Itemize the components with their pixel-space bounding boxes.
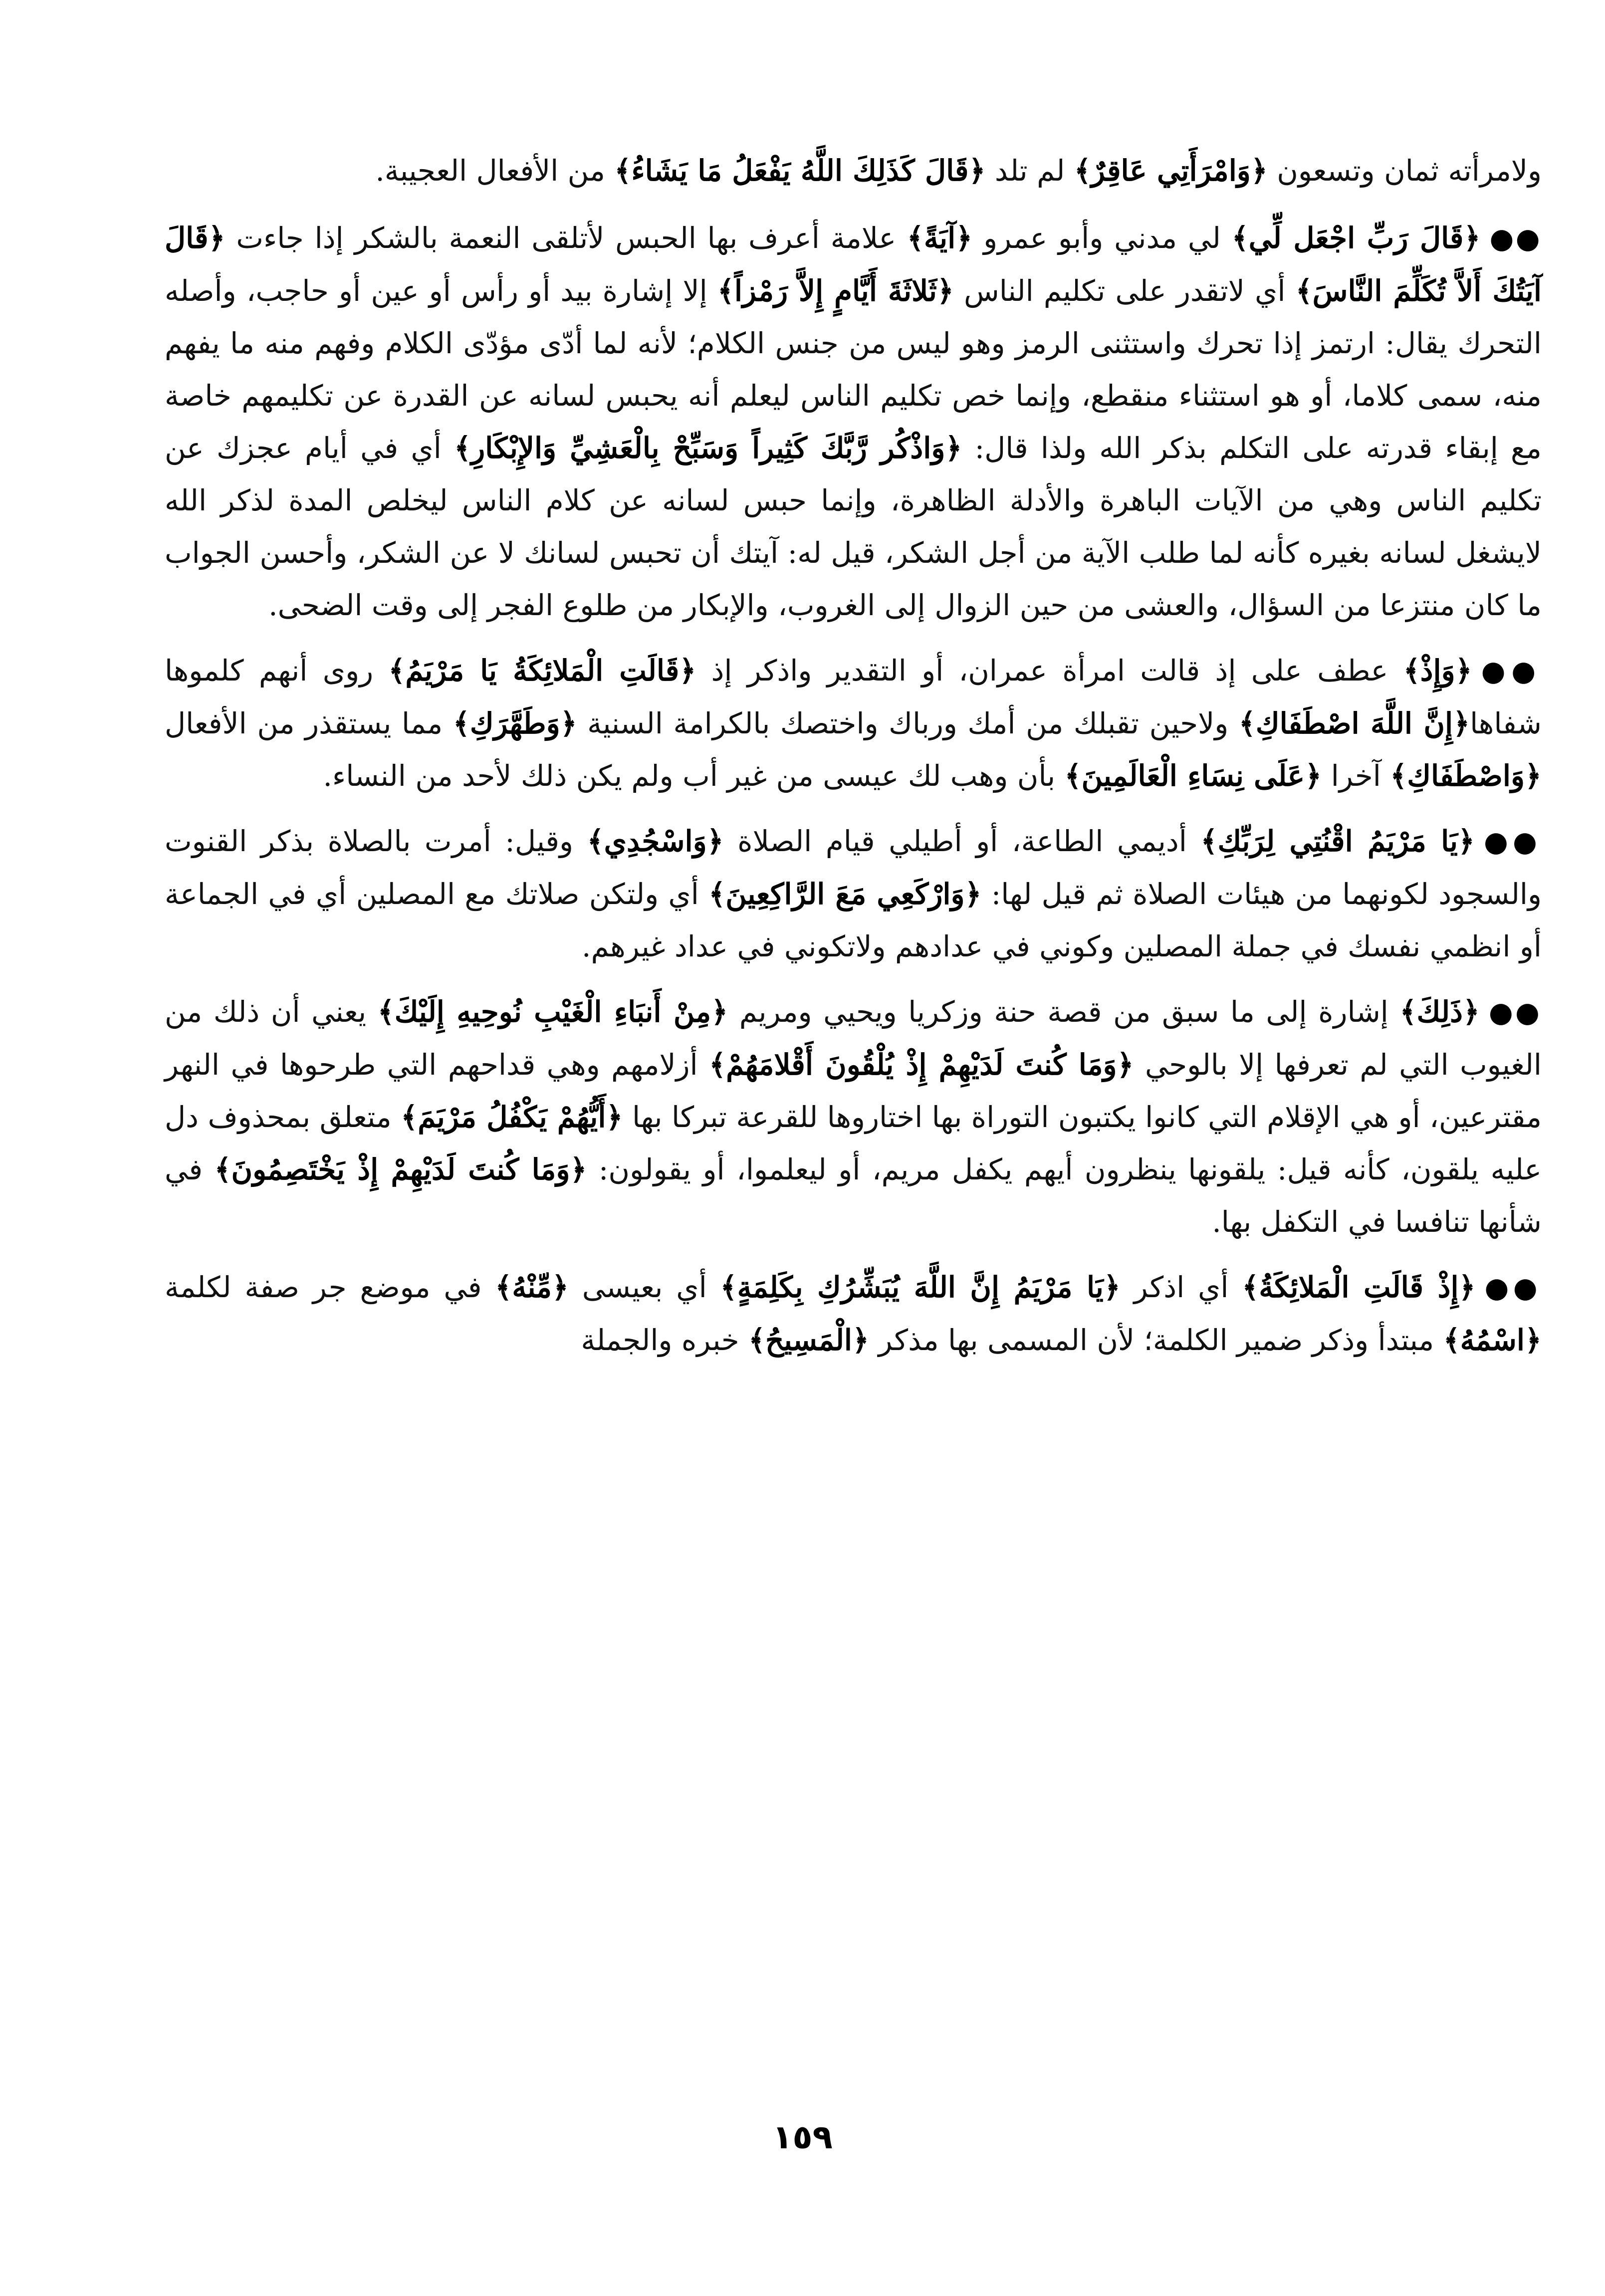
quran-quote: ﴿مِّنْهُ﴾ [495,1270,569,1304]
page-number: ١٥٩ [772,2118,833,2156]
paragraph-1-segment: من الأفعال العجيبة. [375,154,615,188]
paragraph-5-segment: إشارة إلى ما سبق من قصة حنة وزكريا ويحيي ومريم [728,995,1400,1029]
paragraph-6-segment: خبره والجملة [581,1323,749,1357]
quran-quote: ﴿وَاذْكُر رَّبَّكَ كَثِيراً وَسَبِّحْ بِالْعَشِيِّ وَالإِبْكَارِ﴾ [454,431,962,465]
paragraph-3-segment: ولاحين تقبلك من أمك ورباك واختصك بالكرامة السنية [577,706,1239,740]
tafsir-text-body [165,145,1542,1379]
quran-quote: ﴿وَارْكَعِي مَعَ الرَّاكِعِينَ﴾ [708,877,982,911]
paragraph-1-segment: ولامرأته ثمان وتسعون [1267,154,1542,188]
quran-quote: ﴿يَا مَرْيَمُ إِنَّ اللَّهَ يُبَشِّرُكِ بِكَلِمَةٍ﴾ [720,1270,1121,1304]
quran-quote: ﴿وَاسْجُدِي﴾ [587,824,724,858]
quran-quote: ﴿مِنْ أَنبَاءِ الْغَيْبِ نُوحِيهِ إِلَيْكَ﴾ [377,995,728,1029]
quran-quote: ﴿يَا مَرْيَمُ اقْنُتِي لِرَبِّكِ﴾ [1200,824,1475,858]
paragraph-3-segment: مما يستقذر من الأفعال [165,706,453,740]
paragraph-5 [165,986,1542,1248]
quran-quote: ﴿قَالَ كَذَلِكَ اللَّهُ يَفْعَلُ مَا يَشَاءُ﴾ [614,154,986,188]
quran-quote: ﴿إِنَّ اللَّهَ اصْطَفَاكِ﴾ [1238,706,1470,740]
quran-quote: ﴿وَطَهَّرَكِ﴾ [453,706,577,740]
paragraph-bullet-icon: ●● [1488,996,1542,1029]
paragraph-5-segment: متعلق بمحذوف دل عليه يلقون، كأنه قيل: يلقونها ينظرون أيهم يكفل مريم، أو ليعلموا، أو يقولون: [165,1100,1542,1186]
paragraph-3-segment: روى أنهم كلموها شفاها [165,654,1542,740]
paragraph-4-segment: وقيل: أمرت بالصلاة بذكر القنوت والسجود لكونهما من هيئات الصلاة ثم قيل لها: [165,824,1542,911]
quran-quote: ﴿قَالَ رَبِّ اجْعَل لِّي﴾ [1231,221,1481,255]
paragraph-6-segment: أي بعيسى [568,1270,720,1304]
paragraph-3-segment: آخرا [1322,759,1390,793]
paragraph-5-segment: في شأنها تنافسا في التكفل بها. [165,1152,1542,1239]
quran-quote: ﴿وَمَا كُنتَ لَدَيْهِمْ إِذْ يَخْتَصِمُونَ﴾ [214,1152,587,1186]
quran-quote: ﴿وَامْرَأَتِي عَاقِرٌ﴾ [1074,154,1268,188]
paragraph-3-segment: بأن وهب لك عيسى من غير أب ولم يكن ذلك لأحد من النساء. [323,759,1065,793]
paragraph-3-segment: عطف على إذ قالت امرأة عمران، أو التقدير واذكر إذ [696,654,1403,688]
paragraph-6 [165,1261,1542,1367]
paragraph-2-segment: لي مدني وأبو عمرو [972,221,1232,255]
quran-quote: ﴿الْمَسِيحُ﴾ [748,1323,870,1357]
paragraph-bullet-icon: ●● [1481,655,1542,688]
paragraph-1 [165,145,1542,197]
quran-quote: ﴿اسْمُهُ﴾ [1443,1323,1542,1357]
paragraph-4-segment: أي ولتكن صلاتك مع المصلين أي في الجماعة أو انظمي نفسك في جملة المصلين وكوني في عدادهم ولاتكوني في عداد غيرهم. [165,877,1542,963]
quran-quote: ﴿قَالَتِ الْمَلائِكَةُ يَا مَرْيَمُ﴾ [388,654,696,688]
paragraph-2-segment: أي في أيام عجزك عن تكليم الناس وهي من الآيات الباهرة والأدلة الظاهرة، وإنما حبس لسانه عن كلام الناس ليخلص المدة لذكر الله لايشغل لسانه بغيره كأنه لما طلب الآية من أجل الشكر، قيل له: آيتك أن تحبس لسانك لا عن الشكر، وأحسن الجواب ما كان منتزعا من السؤال، والعشى من حين الزوال إلى الغروب، والإبكار من طلوع الفجر إلى وقت الضحى. [165,431,1542,622]
paragraph-2-segment: أي لاتقدر على تكليم الناس [953,274,1296,308]
paragraph-4-segment: أديمي الطاعة، أو أطيلي قيام الصلاة [723,824,1201,858]
paragraph-2 [165,212,1542,632]
paragraph-6-segment: مبتدأ وذكر ضمير الكلمة؛ لأن المسمى بها مذكر [869,1323,1443,1357]
paragraph-4 [165,815,1542,973]
quran-quote: ﴿ذَلِكَ﴾ [1399,995,1480,1029]
paragraph-2-segment: علامة أعرف بها الحبس لأتلقى النعمة بالشكر إذا جاءت [225,221,907,255]
paragraph-6-segment: في موضع جر صفة لكلمة [165,1270,495,1304]
quran-quote: ﴿وَمَا كُنتَ لَدَيْهِمْ إِذْ يُلْقُونَ أَقْلامَهُمْ﴾ [709,1048,1134,1082]
paragraph-bullet-icon: ●● [1484,1271,1542,1304]
paragraph-2-segment: إلا إشارة بيد أو رأس أو عين أو حاجب، وأصله التحرك يقال: ارتمز إذا تحرك واستثنى الرمز وهو ليس من جنس الكلام؛ لأنه لما أدّى مؤدّى الكلام وفهم منه ما يفهم منه، سمى كلاما، أو هو استثناء منقطع، وإنما خص تكليم الناس ليعلم أنه يحبس لسانه عن القدرة عن تكليمهم خاصة مع إبقاء قدرته على التكلم بذكر الله ولذا قال: [165,274,1542,465]
quran-quote: ﴿أَيُّهُمْ يَكْفُلُ مَرْيَمَ﴾ [401,1100,623,1134]
paragraph-bullet-icon: ●● [1483,825,1542,858]
paragraph-5-segment: أزلامهم وهي قداحهم التي طرحوها في النهر مقترعين، أو هي الإقلام التي كانوا يكتبون التوراة بها اختاروها للقرعة تبركا بها [165,1048,1542,1134]
quran-quote: ﴿عَلَى نِسَاءِ الْعَالَمِينَ﴾ [1064,759,1322,793]
paragraph-6-segment: أي اذكر [1120,1270,1242,1304]
paragraph-bullet-icon: ●● [1489,222,1542,255]
paragraph-3 [165,645,1542,802]
quran-quote: ﴿إِذْ قَالَتِ الْمَلائِكَةُ﴾ [1242,1270,1476,1304]
quran-quote: ﴿وَاصْطَفَاكِ﴾ [1390,759,1542,793]
quran-quote: ﴿ثَلاثَةَ أَيَّامٍ إِلاَّ رَمْزاً﴾ [717,274,954,308]
quran-quote: ﴿آيَةً﴾ [907,221,973,255]
quran-quote: ﴿قَالَ آيَتُكَ أَلاَّ تُكَلِّمَ النَّاسَ﴾ [165,221,1542,308]
paragraph-5-segment: يعني أن ذلك من الغيوب التي لم تعرفها إلا بالوحي [165,995,1542,1082]
quran-quote: ﴿وَإِذْ﴾ [1403,654,1472,688]
paragraph-1-segment: لم تلد [985,154,1074,188]
